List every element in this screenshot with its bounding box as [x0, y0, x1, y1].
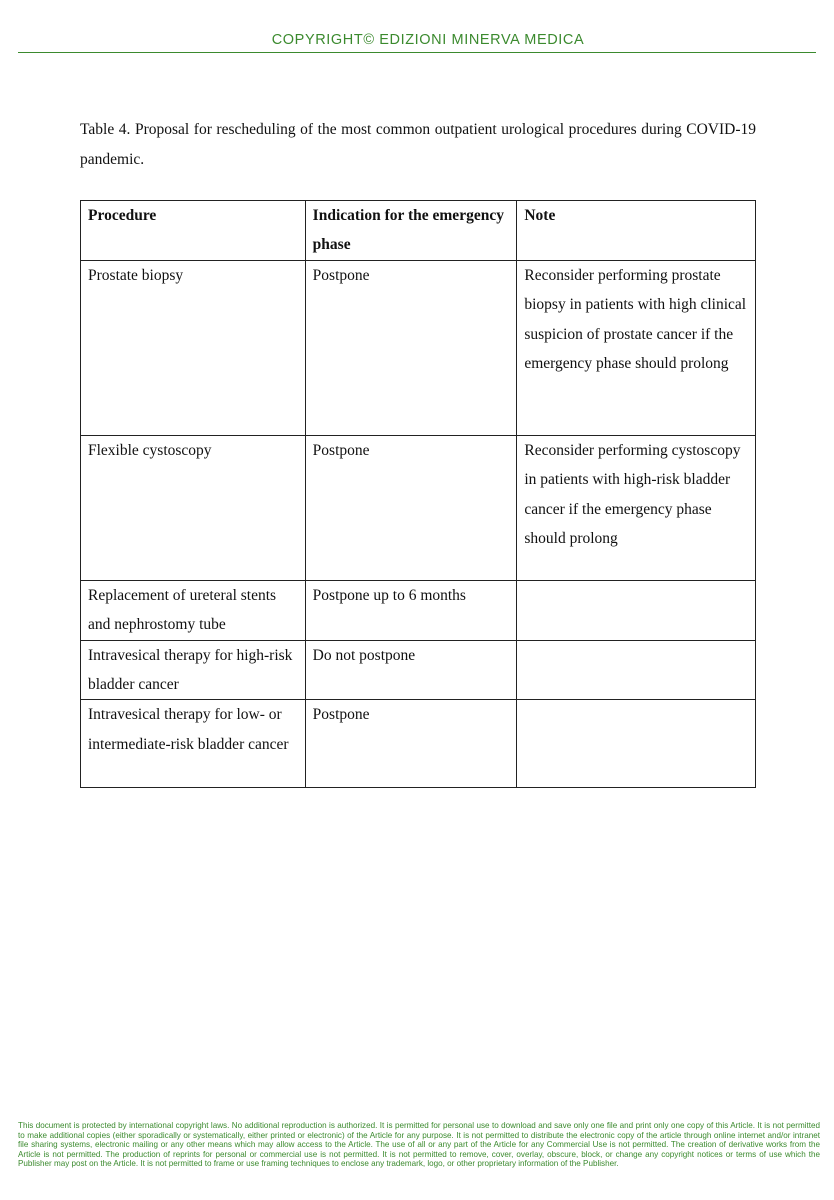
cell-indication: Do not postpone [305, 640, 517, 700]
copyright-footer: This document is protected by international copyright laws. No additional reproduction is authorized. It is permitted for personal use to download and save only one file and print only one copy of this Article. It is not permitted to make additional copies (either sporadically or systematically, either printed or electronic) of the Article for any purpose. It is not permitted to distribute the electronic copy of the article through online internet and/or intranet file sharing systems, electronic mailing or any other means which may allow access to the Article. The use of all or any part of the Article for any Commercial Use is not permitted. The creation of derivative works from the Article is not permitted. The production of reprints for personal or commercial use is not permitted. It is not permitted to remove, cover, overlay, obscure, block, or change any copyright notices or terms of use which the Publisher may post on the Article. It is not permitted to frame or use framing techniques to enclose any trademark, logo, or other proprietary information of the Publisher. [18, 1121, 820, 1169]
cell-indication: Postpone up to 6 months [305, 580, 517, 640]
cell-indication: Postpone [305, 700, 517, 788]
cell-note [517, 640, 756, 700]
column-header-note: Note [517, 201, 756, 261]
table-row [81, 580, 756, 640]
cell-note [517, 580, 756, 640]
column-header-procedure: Procedure [81, 201, 306, 261]
cell-procedure: Prostate biopsy [81, 260, 306, 435]
table-row [81, 640, 756, 700]
procedures-table [80, 200, 756, 788]
cell-procedure: Flexible cystoscopy [81, 435, 306, 580]
copyright-header: COPYRIGHT© EDIZIONI MINERVA MEDICA [271, 32, 585, 48]
cell-indication: Postpone [305, 435, 517, 580]
table-row [81, 260, 756, 435]
cell-note: Reconsider performing prostate biopsy in patients with high clinical suspicion of prostate cancer if the emergency phase should prolong [517, 260, 756, 435]
table-header-row [81, 201, 756, 261]
page-header [18, 28, 816, 53]
table-row [81, 435, 756, 580]
cell-procedure: Intravesical therapy for low- or intermediate-risk bladder cancer [81, 700, 306, 788]
cell-procedure: Intravesical therapy for high-risk bladder cancer [81, 640, 306, 700]
cell-procedure: Replacement of ureteral stents and nephrostomy tube [81, 580, 306, 640]
table-caption: Table 4. Proposal for rescheduling of the most common outpatient urological procedures during COVID-19 pandemic. [80, 121, 756, 168]
cell-note: Reconsider performing cystoscopy in patients with high-risk bladder cancer if the emergency phase should prolong [517, 435, 756, 580]
column-header-indication: Indication for the emergency phase [305, 201, 517, 261]
cell-indication: Postpone [305, 260, 517, 435]
table-row [81, 700, 756, 788]
cell-note [517, 700, 756, 788]
